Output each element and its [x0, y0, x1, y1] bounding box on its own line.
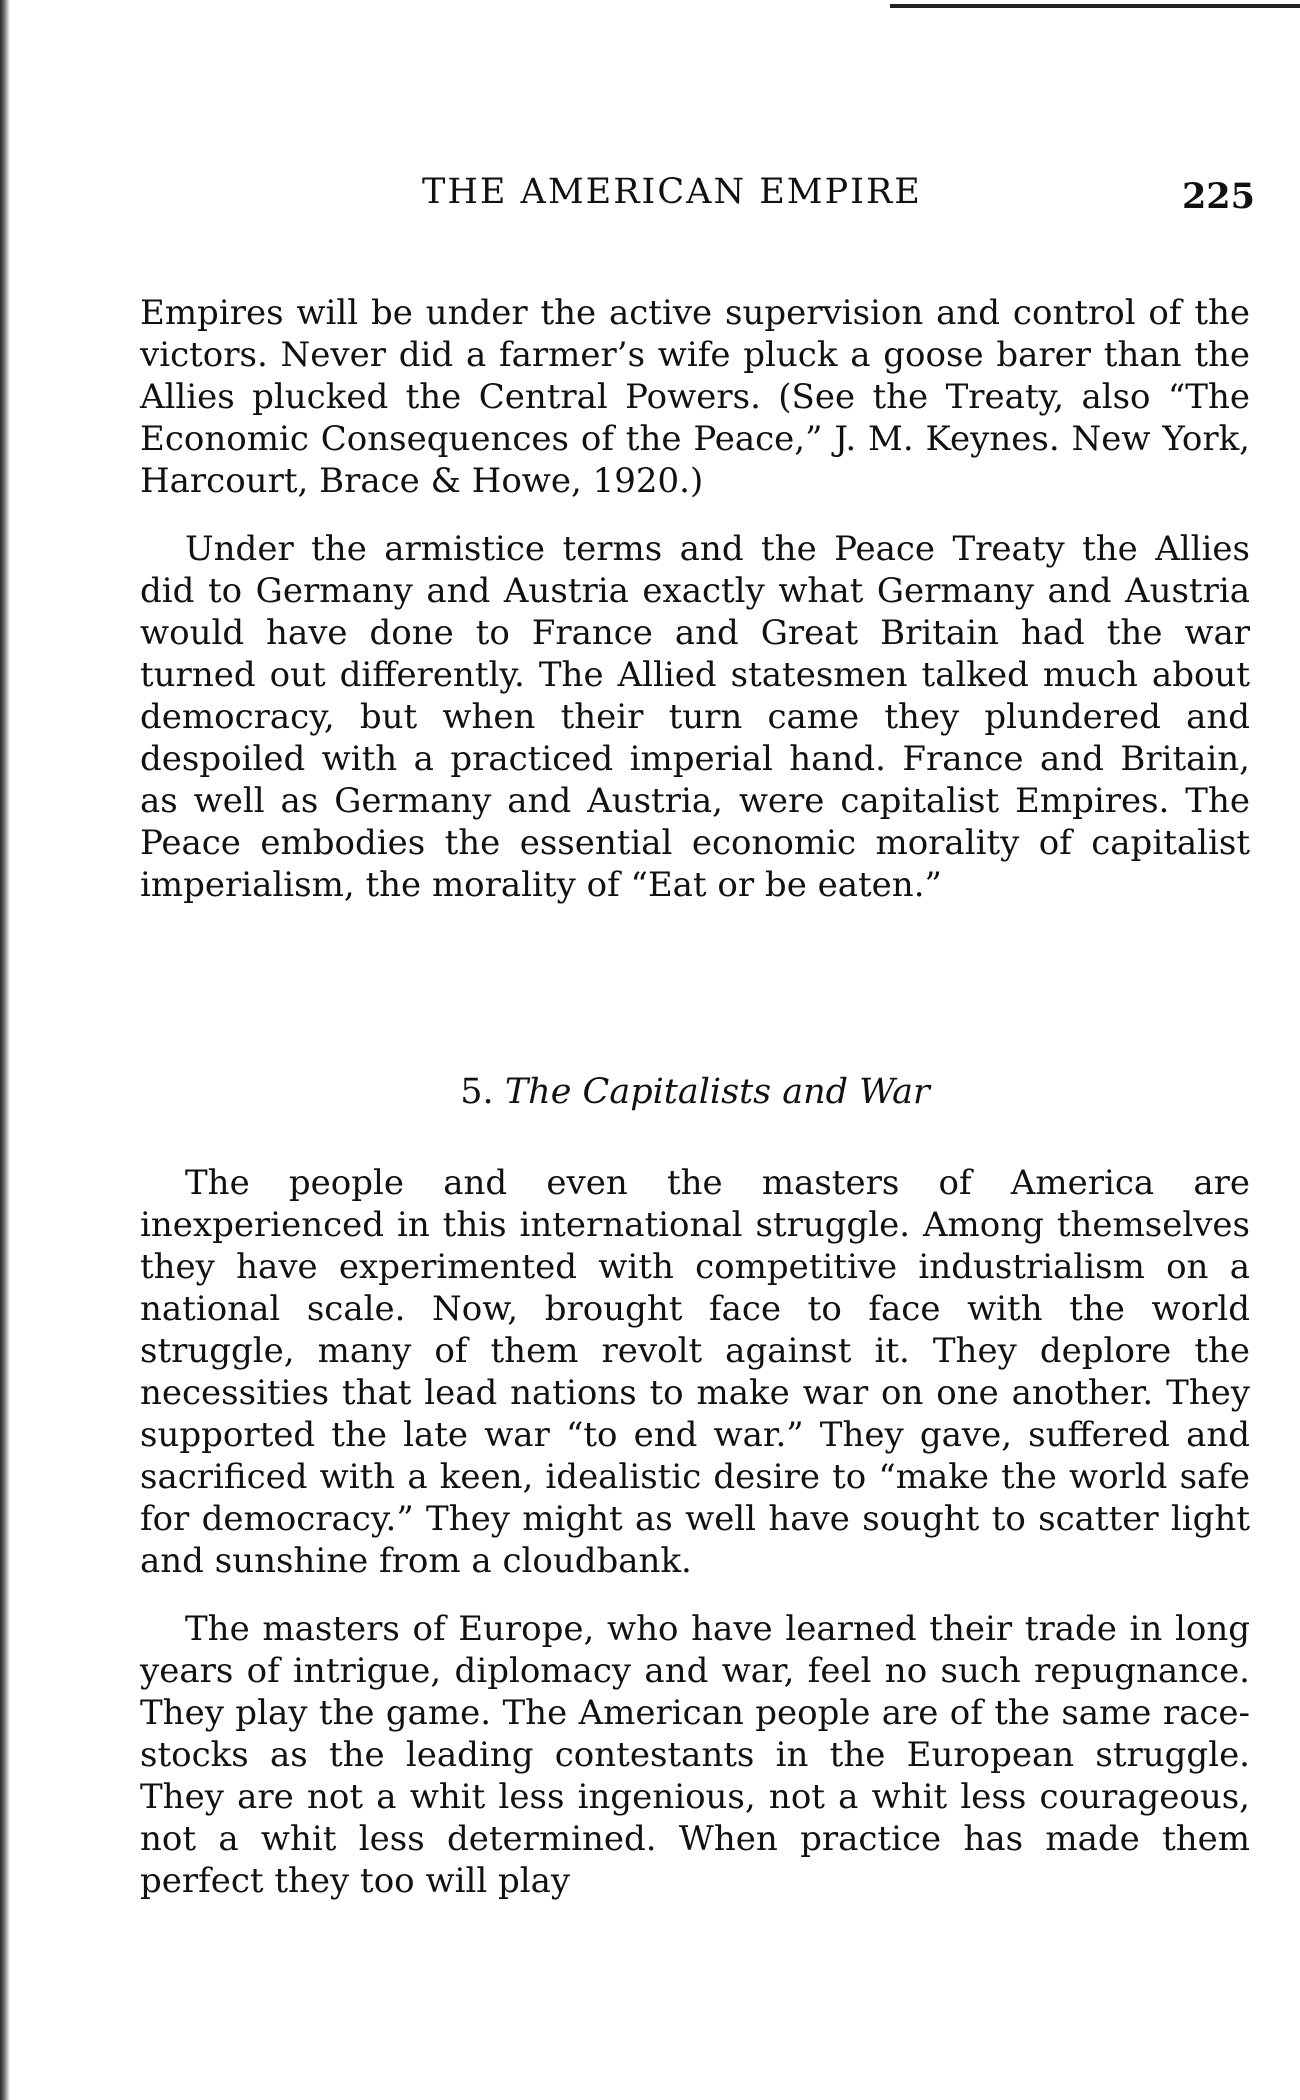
paragraph-1: Empires will be under the active supervision and control of the victors. Never did a farmer’s wife pluck a goose barer than the Allies plucked the Central Powers. (See the Treaty, also “The Economic Consequences of the Peace,” J. M. Keynes. New York, Harcourt, Brace & Howe, 1920.)	[140, 293, 1250, 501]
running-title: THE AMERICAN EMPIRE	[422, 172, 922, 212]
page-header	[140, 172, 1255, 222]
page-number: 225	[1181, 176, 1255, 217]
upper-text-block	[140, 292, 1250, 932]
paragraph-2: Under the armistice terms and the Peace Treaty the Allies did to Germany and Austria exactly what Germany and Austria would have done to France and Great Britain had the war turned out differently. The Allied statesmen talked much about democracy, but when their turn came they plundered and despoiled with a practiced imperial hand. France and Britain, as well as Germany and Austria, were capitalist Empires. The Peace embodies the essential economic morality of capitalist imperialism, the morality of “Eat or be eaten.”	[140, 529, 1250, 905]
paragraph-3: The people and even the masters of America are inexperienced in this international struggle. Among themselves they have experimented with competitive industrialism on a national scale. Now, brought face to face with the world struggle, many of them revolt against it. They deplore the necessities that lead nations to make war on one another. They supported the late war “to end war.” They gave, suffered and sacrificed with a keen, idealistic desire to “make the world safe for democracy.” They might as well have sought to scatter light and sunshine from a cloudbank.	[140, 1163, 1250, 1581]
paragraph-4: The masters of Europe, who have learned their trade in long years of intrigue, diplomacy and war, feel no such repugnance. They play the game. The American people are of the same race-stocks as the leading contestants in the European struggle. They are not a whit less ingenious, not a whit less courageous, not a whit less determined. When practice has made them perfect they too will play	[140, 1609, 1250, 1901]
top-rule	[890, 4, 1300, 8]
section-heading	[140, 1072, 1250, 1112]
page-binding-edge	[0, 0, 10, 2100]
section-title: The Capitalists and War	[504, 1072, 930, 1112]
lower-text-block	[140, 1162, 1250, 1928]
section-number: 5.	[460, 1072, 494, 1112]
